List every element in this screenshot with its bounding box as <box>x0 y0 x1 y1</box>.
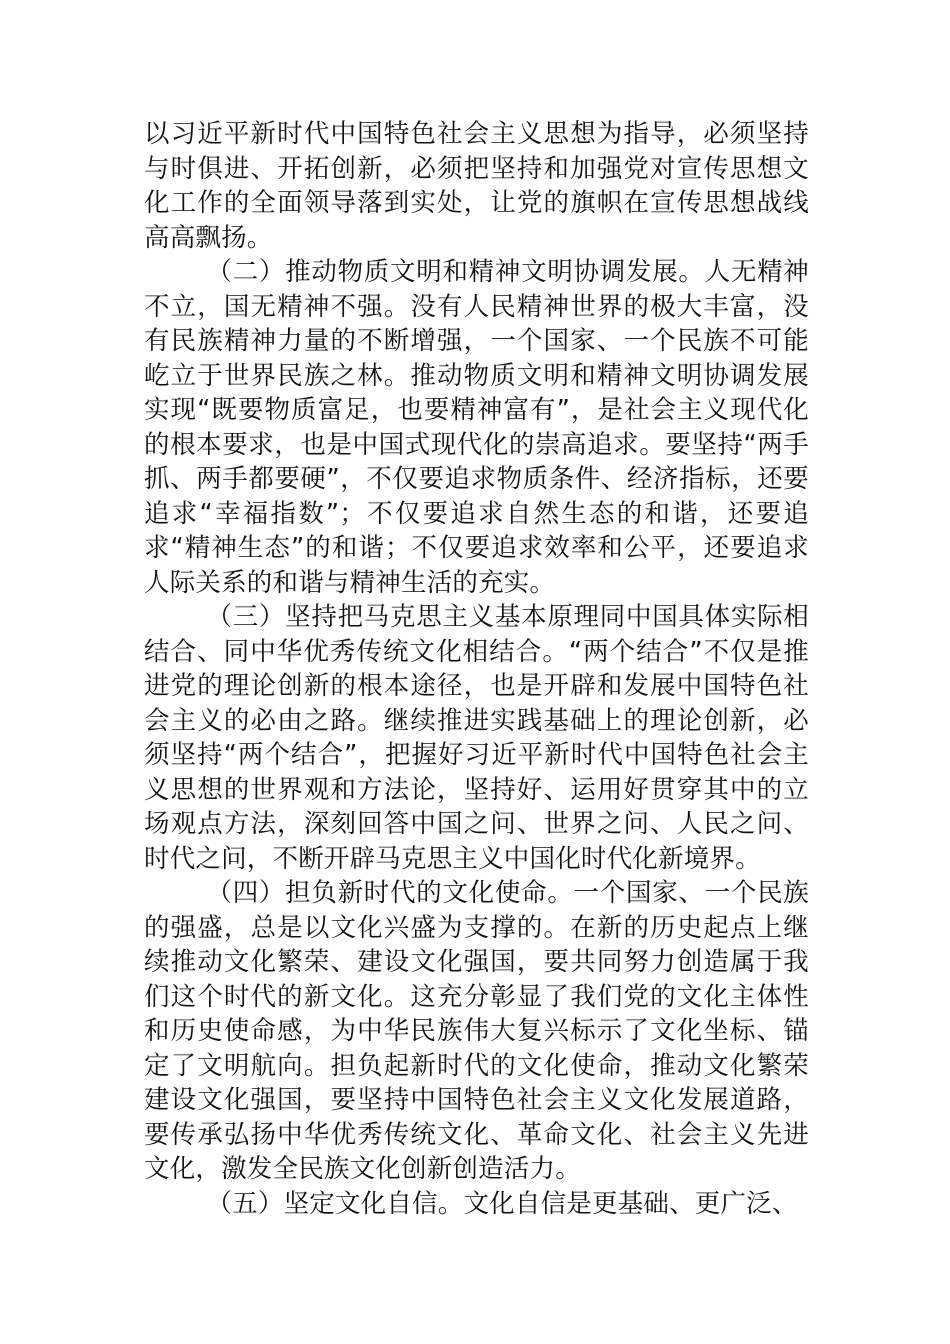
paragraph-section-5: （五）坚定文化自信。文化自信是更基础、更广泛、 <box>206 1188 798 1219</box>
document-body <box>144 117 809 1221</box>
paragraph-section-2: （二）推动物质文明和精神文明协调发展。人无精神不立，国无精神不强。没有人民精神世界的极大丰富，没有民族精神力量的不断增强，一个国家、一个民族不可能屹立于世界民族之林。推动物质文明和精神文明协调发展实现“既要物质富足，也要精神富有”，是社会主义现代化的根本要求，也是中国式现代化的崇高追求。要坚持“两手抓、两手都要硬”，不仅要追求物质条件、经济指标，还要追求“幸福指数”；不仅要追求自然生态的和谐，还要追求“精神生态”的和谐；不仅要追求效率和公平，还要追求人际关系的和谐与精神生活的充实。 <box>144 257 809 598</box>
paragraph-section-4: （四）担负新时代的文化使命。一个国家、一个民族的强盛，总是以文化兴盛为支撑的。在新的历史起点上继续推动文化繁荣、建设文化强国，要共同努力创造属于我们这个时代的新文化。这充分彰显了我们党的文化主体性和历史使命感，为中华民族伟大复兴标示了文化坐标、锚定了文明航向。担负起新时代的文化使命，推动文化繁荣建设文化强国，要坚持中国特色社会主义文化发展道路，要传承弘扬中华优秀传统文化、革命文化、社会主义先进文化，激发全民族文化创新创造活力。 <box>144 878 809 1184</box>
paragraph-continuation: 以习近平新时代中国特色社会主义思想为指导，必须坚持与时俱进、开拓创新，必须把坚持和加强党对宣传思想文化工作的全面领导落到实处，让党的旗帜在宣传思想战线高高飘扬。 <box>144 119 809 253</box>
paragraph-section-3: （三）坚持把马克思主义基本原理同中国具体实际相结合、同中华优秀传统文化相结合。“两个结合”不仅是推进党的理论创新的根本途径，也是开辟和发展中国特色社会主义的必由之路。继续推进实践基础上的理论创新，必须坚持“两个结合”，把握好习近平新时代中国特色社会主义思想的世界观和方法论，坚持好、运用好贯穿其中的立场观点方法，深刻回答中国之问、世界之问、人民之问、时代之问，不断开辟马克思主义中国化时代化新境界。 <box>144 602 809 874</box>
